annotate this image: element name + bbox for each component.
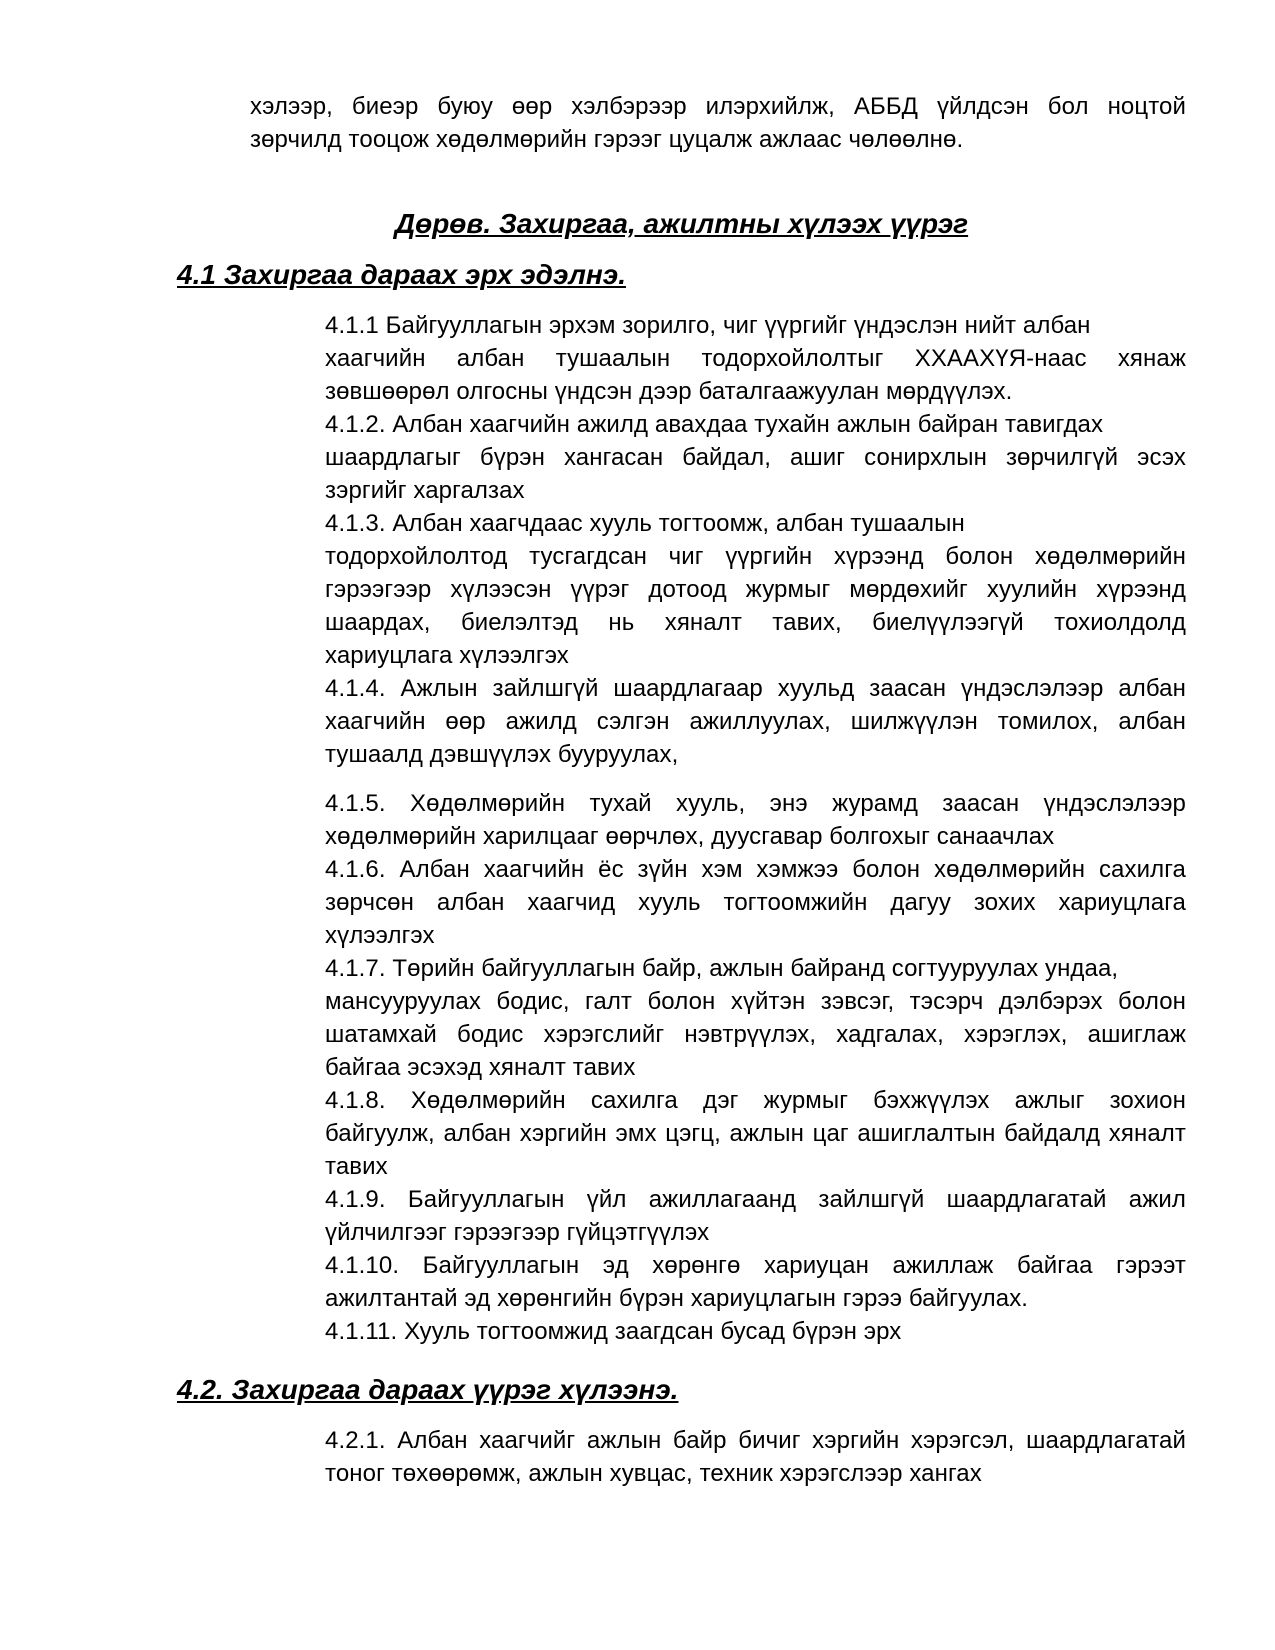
text-line: байгуулж, албан хэргийн эмх цэгц, ажлын цаг ашиглалтын байдалд хяналт (325, 1120, 1186, 1147)
text-line: зөрчсөн албан хаагчид хууль тогтоомжийн дагуу зохих хариуцлага (325, 889, 1186, 916)
section-4-1-heading: 4.1 Захиргаа дараах эрх эдэлнэ. (177, 259, 626, 290)
clause-item-4.2.1 (325, 1424, 1186, 1490)
text-line: хаагчийн албан тушаалын тодорхойлолтыг ХХААХҮЯ-наас хянаж (325, 345, 1186, 372)
clause-item-4.1.8 (325, 1084, 1186, 1183)
clause-item-4.1.1 (325, 309, 1186, 408)
text-line: үйлчилгээг гэрээгээр гүйцэтгүүлэх (325, 1219, 710, 1246)
text-line: ажилтантай эд хөрөнгийн бүрэн хариуцлагын гэрээ байгуулах. (325, 1285, 1029, 1312)
clause-item-4.1.6 (325, 853, 1186, 952)
text-line: 4.1.8. Хөдөлмөрийн сахилга дэг журмыг бэхжүүлэх ажлыг зохион (325, 1087, 1186, 1114)
text-line: 4.1.9. Байгууллагын үйл ажиллагаанд зайлшгүй шаардлагатай ажил (325, 1186, 1186, 1213)
text-line: байгаа эсэхэд хяналт тавих (325, 1054, 636, 1081)
text-line: хаагчийн өөр ажилд сэлгэн ажиллуулах, шилжүүлэн томилох, албан (325, 708, 1186, 735)
clause-item-4.1.7 (325, 952, 1186, 1084)
clause-item-4.1.11 (325, 1315, 1186, 1348)
text-line: 4.2.1. Албан хаагчийг ажлын байр бичиг хэргийн хэрэгсэл, шаардлагатай (325, 1427, 1186, 1454)
text-line: тодорхойлолтод тусгагдсан чиг үүргийн хүрээнд болон хөдөлмөрийн (325, 543, 1186, 570)
text-line: 4.1.10. Байгууллагын эд хөрөнгө хариуцан ажиллаж байгаа гэрээт (325, 1252, 1186, 1279)
text-line: 4.1.7. Төрийн байгууллагын байр, ажлын байранд согтууруулах ундаа, (325, 955, 1119, 982)
text-line: хүлээлгэх (325, 922, 435, 949)
clause-item-4.1.9 (325, 1183, 1186, 1249)
text-line: гэрээгээр хүлээсэн үүрэг дотоод журмыг мөрдөхийг хуулийн хүрээнд (325, 576, 1186, 603)
text-line: 4.1.6. Албан хаагчийн ёс зүйн хэм хэмжээ болон хөдөлмөрийн сахилга (325, 856, 1186, 883)
section-4-2-heading: 4.2. Захиргаа дараах үүрэг хүлээнэ. (177, 1374, 679, 1405)
text-line: тавих (325, 1153, 388, 1180)
text-line: хариуцлага хүлээлгэх (325, 642, 569, 669)
clause-item-4.1.10 (325, 1249, 1186, 1315)
text-line: зэргийг харгалзах (325, 477, 525, 504)
text-line: тушаалд дэвшүүлэх бууруулах, (325, 741, 679, 768)
chapter-heading: Дөрөв. Захиргаа, ажилтны хүлээх үүрэг (394, 208, 969, 239)
text-line: шаардлагыг бүрэн хангасан байдал, ашиг сонирхлын зөрчилгүй эсэх (325, 444, 1186, 471)
text-line: хөдөлмөрийн харилцааг өөрчлөх, дуусгавар болгохыг санаачлах (325, 823, 1055, 850)
text-line: 4.1.5. Хөдөлмөрийн тухай хууль, энэ журамд заасан үндэслэлээр (325, 790, 1186, 817)
clause-item-4.1.3 (325, 507, 1186, 672)
text-line: мансууруулах бодис, галт болон хүйтэн зэвсэг, тэсэрч дэлбэрэх болон (325, 988, 1186, 1015)
text-line: 4.1.11. Хууль тогтоомжид заагдсан бусад бүрэн эрх (325, 1318, 902, 1345)
text-line: зөрчилд тооцож хөдөлмөрийн гэрээг цуцалж ажлаас чөлөөлнө. (250, 126, 964, 153)
text-line: 4.1.3. Албан хаагчдаас хууль тогтоомж, албан тушаалын (325, 510, 965, 537)
section-4-1-items (325, 309, 1186, 1348)
section-4-2-items (325, 1424, 1186, 1490)
clause-item-4.1.2 (325, 408, 1186, 507)
clause-item-4.1.4 (325, 672, 1186, 771)
text-line: шаардах, биелэлтэд нь хяналт тавих, биелүүлээгүй тохиолдолд (325, 609, 1186, 636)
text-line: хэлээр, биеэр буюу өөр хэлбэрээр илэрхийлж, АББД үйлдсэн бол ноцтой (250, 93, 1186, 120)
text-line: тоног төхөөрөмж, ажлын хувцас, техник хэрэгслээр хангах (325, 1460, 982, 1487)
text-line: 4.1.4. Ажлын зайлшгүй шаардлагаар хуульд заасан үндэслэлээр албан (325, 675, 1186, 702)
text-line: зөвшөөрөл олгосны үндсэн дээр баталгаажуулан мөрдүүлэх. (325, 378, 1013, 405)
text-line: 4.1.2. Албан хаагчийн ажилд авахдаа тухайн ажлын байран тавигдах (325, 411, 1104, 438)
text-line: шатамхай бодис хэрэгслийг нэвтрүүлэх, хадгалах, хэрэглэх, ашиглаж (325, 1021, 1186, 1048)
clause-item-4.1.5 (325, 787, 1186, 853)
intro-paragraph (250, 90, 1186, 156)
text-line: 4.1.1 Байгууллагын эрхэм зорилго, чиг үүргийг үндэслэн нийт албан (325, 312, 1091, 339)
